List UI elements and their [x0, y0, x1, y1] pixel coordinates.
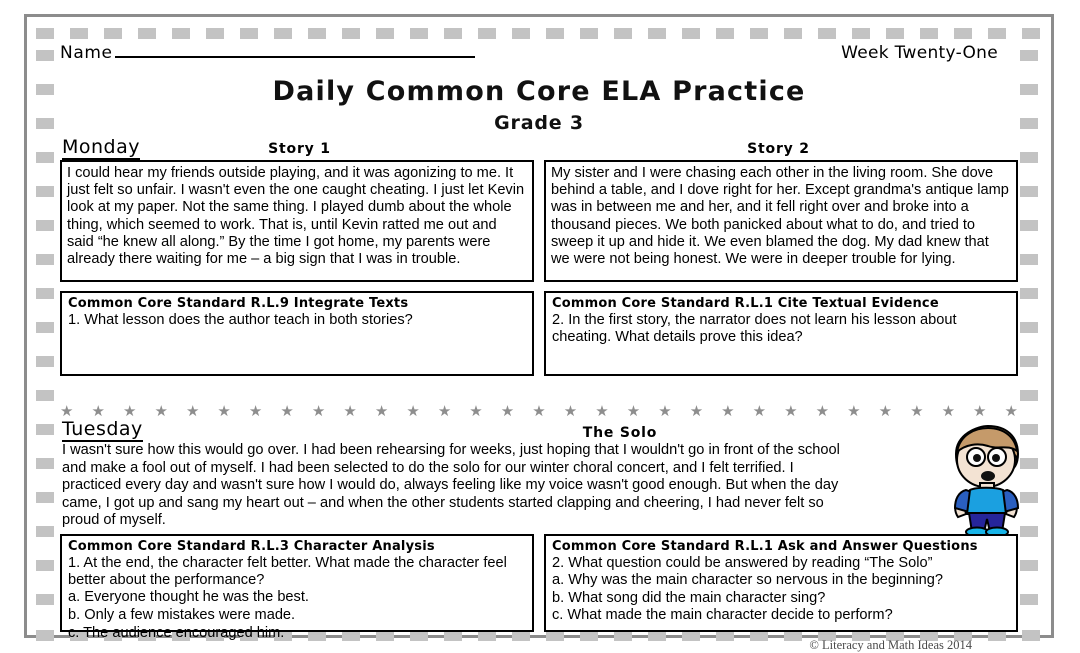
tuesday-q2-choice-c[interactable]: c. What made the main character decide to perform? — [552, 607, 893, 624]
border-dash-right — [1020, 322, 1038, 333]
star-icon: ★ — [185, 403, 200, 420]
tuesday-columns — [60, 534, 1018, 641]
day-label-tuesday — [62, 420, 143, 442]
star-icon: ★ — [1004, 403, 1018, 420]
monday-q1-standard: Common Core Standard R.L.9 Integrate Texts — [68, 296, 409, 311]
border-dash-right — [1020, 220, 1038, 231]
tuesday-passage-text: I wasn't sure how this would go over. I had been rehearsing for weeks, just hoping that I wouldn't go in front of the school and make a fool out of myself. I had been selected to do the solo for our winter choral concert, and I felt terrified. I practiced every day and wasn't sure how I would do, always feeling like my voice wasn't good enough. But when the day came, I got up and sang my heart out – and when the other students started clapping and cheering, I had never felt so proud of myself. — [62, 442, 840, 529]
star-icon: ★ — [280, 403, 294, 420]
border-dash-right — [1020, 390, 1038, 401]
tuesday-q2-text: 2. What question could be answered by reading “The Solo” — [552, 555, 933, 571]
tuesday-question1-box[interactable] — [60, 534, 534, 641]
monday-columns — [60, 160, 1018, 376]
star-icon: ★ — [406, 403, 420, 420]
border-dash-left — [36, 50, 54, 61]
border-dash-top — [36, 28, 54, 39]
star-icon: ★ — [311, 403, 326, 420]
border-dash-right — [1020, 118, 1038, 129]
story2-header-text: Story 2 — [747, 141, 810, 157]
border-dash-right — [1020, 84, 1038, 95]
copyright-notice: © Literacy and Math Ideas 2014 — [809, 638, 972, 652]
story2-header — [539, 140, 1018, 158]
border-dash-left — [36, 288, 54, 299]
worksheet-content — [60, 28, 1018, 652]
boy-character-illustration — [922, 424, 1046, 536]
star-divider — [60, 404, 1018, 419]
star-icon: ★ — [91, 403, 105, 420]
border-dash-left — [36, 152, 54, 163]
star-icon: ★ — [563, 403, 578, 420]
border-dash-left — [36, 356, 54, 367]
monday-q1-text: 1. What lesson does the author teach in both stories? — [68, 312, 413, 328]
border-dash-right — [1020, 594, 1038, 605]
star-icon: ★ — [784, 403, 798, 420]
border-dash-bottom — [1022, 630, 1040, 641]
star-icon: ★ — [154, 403, 168, 420]
border-dash-top — [1022, 28, 1040, 39]
border-dash-right — [1020, 254, 1038, 265]
star-icon: ★ — [910, 403, 924, 420]
tuesday-column-left — [60, 534, 534, 641]
border-dash-left — [36, 526, 54, 537]
border-dash-left — [36, 492, 54, 503]
tuesday-story-header-text: The Solo — [582, 425, 658, 441]
star-icon: ★ — [941, 403, 956, 420]
border-dash-left — [36, 186, 54, 197]
star-icon: ★ — [248, 403, 263, 420]
name-field-label — [60, 42, 475, 63]
star-icon: ★ — [60, 403, 74, 420]
star-icon: ★ — [122, 403, 137, 420]
star-icon: ★ — [721, 403, 735, 420]
tuesday-text: Tuesday — [62, 418, 143, 440]
border-dash-left — [36, 254, 54, 265]
story1-text: I could hear my friends outside playing, and it was agonizing to me. It just felt so unfair. I wasn't even the one caught cheating. I just let Kevin look at my paper. Not the same thing. I played dumb about the whole thing, which seemed to work. That is, until Kevin ratted me out and said “he knew all along.” By the time I got home, my parents were already there waiting for me – a big sign that I was in trouble. — [67, 165, 525, 268]
star-icon: ★ — [658, 403, 672, 420]
star-icon: ★ — [595, 403, 609, 420]
week-label: Week Twenty-One — [841, 43, 998, 63]
star-icon: ★ — [343, 403, 357, 420]
tuesday-q1-text: 1. At the end, the character felt better. What made the character feel better about the performance? — [68, 555, 507, 589]
name-write-line[interactable] — [115, 42, 475, 58]
star-icon: ★ — [374, 403, 389, 420]
story2-text: My sister and I were chasing each other in the living room. She dove behind a table, and I dove right for her. Except grandma's antique lamp was in between me and her, and it fell right over and broke into a thousand pieces. We both panicked about what to do, and tried to sweep it up and hide it. We even blamed the dog. My dad knew that we were not being honest. We were in deeper trouble for lying. — [551, 165, 1009, 268]
border-dash-right — [1020, 560, 1038, 571]
border-dash-right — [1020, 50, 1038, 61]
border-dash-left — [36, 322, 54, 333]
tuesday-story-header — [430, 424, 810, 442]
tuesday-q2-standard: Common Core Standard R.L.1 Ask and Answer Questions — [552, 539, 978, 554]
star-icon: ★ — [532, 403, 546, 420]
tuesday-q1-choice-a[interactable]: a. Everyone thought he was the best. — [68, 589, 309, 606]
tuesday-q2-choice-b[interactable]: b. What song did the main character sing? — [552, 589, 826, 606]
page-title: Daily Common Core ELA Practice — [272, 76, 806, 107]
border-dash-bottom — [36, 630, 54, 641]
border-dash-left — [36, 594, 54, 605]
tuesday-question2-box[interactable] — [544, 534, 1018, 632]
star-icon: ★ — [973, 403, 987, 420]
border-dash-right — [1020, 288, 1038, 299]
monday-story-headers — [60, 136, 1018, 158]
tuesday-q1-choice-c[interactable]: c. The audience encouraged him. — [68, 624, 285, 641]
story1-header-text: Story 1 — [268, 141, 331, 157]
border-dash-left — [36, 560, 54, 571]
boy-svg — [922, 424, 1046, 536]
monday-column-left — [60, 160, 534, 376]
name-row — [60, 42, 1018, 63]
border-dash-right — [1020, 152, 1038, 163]
tuesday-column-right — [544, 534, 1018, 632]
story1-header — [60, 136, 539, 158]
monday-q2-standard: Common Core Standard R.L.1 Cite Textual Evidence — [552, 296, 939, 311]
star-icon: ★ — [815, 403, 830, 420]
border-dash-left — [36, 118, 54, 129]
monday-text: Monday — [62, 136, 141, 158]
monday-q2-text: 2. In the first story, the narrator does not learn his lesson about cheating. What details prove this idea? — [552, 312, 957, 346]
star-icon: ★ — [469, 403, 483, 420]
name-label-text: Name — [60, 43, 113, 63]
grade-subtitle: Grade 3 — [494, 112, 584, 134]
star-icon: ★ — [878, 403, 893, 420]
star-icon: ★ — [752, 403, 767, 420]
star-icon: ★ — [437, 403, 452, 420]
border-dash-left — [36, 390, 54, 401]
story2-passage-box — [544, 160, 1018, 282]
tuesday-q1-standard: Common Core Standard R.L.3 Character Analysis — [68, 539, 435, 554]
border-dash-right — [1020, 186, 1038, 197]
tuesday-q1-choice-b[interactable]: b. Only a few mistakes were made. — [68, 607, 296, 623]
border-dash-left — [36, 458, 54, 469]
monday-column-right — [544, 160, 1018, 376]
monday-question2-box[interactable] — [544, 291, 1018, 376]
tuesday-q2-choice-a[interactable]: a. Why was the main character so nervous in the beginning? — [552, 572, 944, 589]
border-dash-right — [1020, 356, 1038, 367]
star-icon: ★ — [847, 403, 861, 420]
border-dash-left — [36, 424, 54, 435]
monday-question1-box[interactable] — [60, 291, 534, 376]
border-dash-left — [36, 84, 54, 95]
story1-passage-box — [60, 160, 534, 282]
star-icon: ★ — [217, 403, 231, 420]
star-icon: ★ — [500, 403, 515, 420]
border-dash-left — [36, 220, 54, 231]
star-icon: ★ — [689, 403, 704, 420]
star-icon: ★ — [626, 403, 641, 420]
